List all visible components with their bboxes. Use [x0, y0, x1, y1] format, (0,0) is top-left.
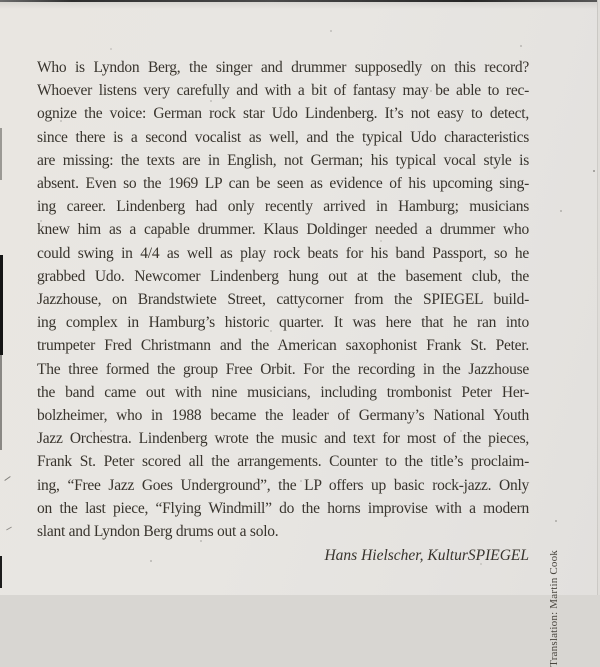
text-line: could swing in 4/4 as well as play rock beats for his band Passport, so he: [37, 244, 529, 262]
text-line: trumpeter Fred Christmann and the American saxophonist Frank St. Peter.: [37, 337, 529, 355]
text-line: ognize the voice: German rock star Udo Lindenberg. It’s not easy to detect,: [37, 105, 529, 123]
text-line: Frank St. Peter scored all the arrangements. Counter to the title’s proclaim-: [37, 453, 529, 471]
text-line: ing, “Free Jazz Goes Underground”, the LP offers up basic rock-jazz. Only: [37, 476, 529, 494]
text-line: are missing: the texts are in English, not German; his typical vocal style is: [37, 151, 529, 169]
text-line: Jazzhouse, on Brandstwiete Street, cattycorner from the SPIEGEL build-: [37, 291, 529, 309]
text-line: ing career. Lindenberg had only recently arrived in Hamburg; musicians: [37, 198, 529, 216]
text-line: ing complex in Hamburg’s historic quarter. It was here that he ran into: [37, 314, 529, 332]
text-line: the band came out with nine musicians, including trombonist Peter Her-: [37, 383, 529, 401]
translation-credit: Translation: Martin Cook: [548, 550, 560, 667]
liner-notes-paragraph: [37, 56, 529, 567]
scan-scratch-mark: [6, 527, 12, 531]
text-line: knew him as a capable drummer. Klaus Doldinger needed a drummer who: [37, 221, 529, 239]
scan-edge-right-line: [597, 0, 598, 595]
byline: Hans Hielscher, KulturSPIEGEL: [324, 546, 529, 564]
text-line: The three formed the group Free Orbit. For the recording in the Jazzhouse: [37, 360, 529, 378]
text-line: slant and Lyndon Berg drums out a solo.: [37, 523, 279, 541]
text-line: Jazz Orchestra. Lindenberg wrote the music and text for most of the pieces,: [37, 430, 529, 448]
text-line: Who is Lyndon Berg, the singer and drummer supposedly on this record?: [37, 59, 529, 76]
text-line: absent. Even so the 1969 LP can be seen as evidence of his upcoming sing-: [37, 175, 529, 193]
text-line: grabbed Udo. Newcomer Lindenberg hung out at the basement club, the: [37, 267, 529, 285]
text-line: Whoever listens very carefully and with a bit of fantasy may be able to rec-: [37, 82, 529, 100]
text-line: since there is a second vocalist as well, and the typical Udo characteristics: [37, 128, 529, 146]
paper-grain-speckles: [0, 0, 2, 2]
scan-scratch-mark: [4, 476, 10, 481]
text-line: bolzheimer, who in 1988 became the leader of Germany’s National Youth: [37, 407, 529, 425]
scan-edge-left-mark: [0, 556, 2, 588]
scan-edge-left-mark: [0, 355, 2, 450]
scan-edge-left-mark: [0, 255, 3, 355]
scan-edge-top-shadow: [0, 2, 600, 9]
scan-edge-left-mark: [0, 128, 2, 180]
text-line: on the last piece, “Flying Windmill” do the horns improvise with a modern: [37, 499, 529, 517]
